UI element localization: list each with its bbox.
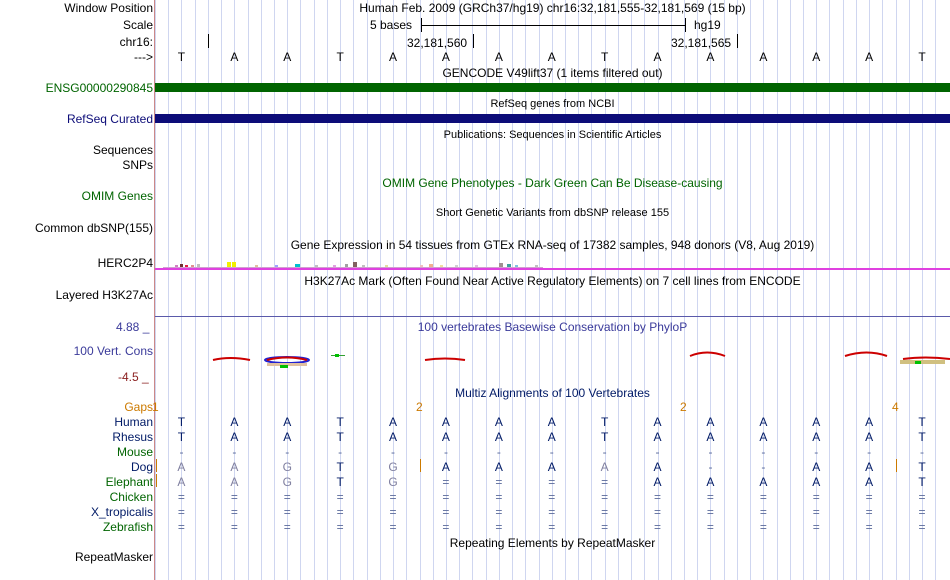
alignment-base: A <box>230 460 239 474</box>
gap-count: 2 <box>680 400 687 414</box>
species-label-chicken[interactable]: Chicken <box>109 490 153 504</box>
publications-snps-label[interactable]: SNPs <box>122 158 153 172</box>
alignment-base: = <box>283 520 291 534</box>
alignment-base: = <box>865 505 873 519</box>
alignment-base: - <box>391 445 396 459</box>
alignment-base: A <box>494 415 503 429</box>
dbsnp-track-title: Short Genetic Variants from dbSNP release 155 <box>435 207 670 219</box>
strand-arrow-label: ---> <box>134 50 153 64</box>
scale-right-tick <box>685 18 686 32</box>
alignment-base: = <box>336 505 344 519</box>
alignment-base: = <box>759 520 767 534</box>
ruler-tick <box>737 34 738 48</box>
chrom-label: chr16: <box>119 35 153 49</box>
multiz-track-title: Multiz Alignments of 100 Vertebrates <box>455 386 650 400</box>
assembly-label: hg19 <box>694 18 721 32</box>
alignment-base: = <box>812 505 820 519</box>
alignment-base: = <box>389 490 397 504</box>
alignment-base: A <box>812 430 821 444</box>
species-label-x_tropicalis[interactable]: X_tropicalis <box>90 505 153 519</box>
conservation-label[interactable]: 100 Vert. Cons <box>73 344 153 358</box>
alignment-base: = <box>442 520 450 534</box>
alignment-base: = <box>495 475 503 489</box>
reference-base: T <box>177 50 186 64</box>
alignment-base: = <box>548 505 556 519</box>
refseq-gene-bar[interactable] <box>155 114 950 123</box>
gencode-gene-bar[interactable] <box>155 83 950 92</box>
reference-base: A <box>759 50 768 64</box>
alignment-base: A <box>494 430 503 444</box>
alignment-base: A <box>865 475 874 489</box>
alignment-base: = <box>336 490 344 504</box>
reference-base: A <box>653 50 662 64</box>
alignment-base: A <box>177 460 186 474</box>
alignment-base: = <box>918 520 926 534</box>
alignment-base: A <box>812 460 821 474</box>
alignment-base: = <box>283 505 291 519</box>
alignment-base: G <box>388 475 398 489</box>
alignment-base: - <box>814 445 819 459</box>
alignment-base: - <box>338 445 343 459</box>
alignment-base: - <box>708 460 713 474</box>
omim-label[interactable]: OMIM Genes <box>81 189 153 203</box>
ruler-tick <box>208 34 209 48</box>
alignment-base: A <box>759 475 768 489</box>
alignment-base: = <box>548 520 556 534</box>
elephant-gap-marker <box>156 474 157 487</box>
conservation-max-label: 4.88 _ <box>116 320 150 334</box>
alignment-base: T <box>336 460 344 474</box>
alignment-base: A <box>230 430 239 444</box>
alignment-base: T <box>336 415 344 429</box>
h3k27ac-label[interactable]: Layered H3K27Ac <box>55 288 153 302</box>
alignment-base: A <box>759 415 768 429</box>
alignment-base: = <box>177 490 185 504</box>
dog-gap-marker <box>156 459 157 472</box>
alignment-base: = <box>654 490 662 504</box>
alignment-base: A <box>441 430 450 444</box>
alignment-base: = <box>177 520 185 534</box>
alignment-base: = <box>389 520 397 534</box>
conservation-track-title: 100 vertebrates Basewise Conservation by PhyloP <box>417 320 688 334</box>
alignment-base: = <box>918 490 926 504</box>
gtex-gene-label[interactable]: HERC2P4 <box>97 256 153 270</box>
alignment-base: = <box>230 520 238 534</box>
reference-base: A <box>865 50 874 64</box>
alignment-base: = <box>706 520 714 534</box>
alignment-base: T <box>918 475 926 489</box>
alignment-base: = <box>865 490 873 504</box>
alignment-base: = <box>442 475 450 489</box>
alignment-base: = <box>759 490 767 504</box>
alignment-base: A <box>653 475 662 489</box>
gencode-gene-label[interactable]: ENSG00000290845 <box>45 81 153 95</box>
alignment-base: - <box>655 445 660 459</box>
scale-line <box>421 25 685 26</box>
alignment-base: A <box>441 415 450 429</box>
scale-label: Scale <box>122 18 153 32</box>
alignment-base: - <box>443 445 448 459</box>
alignment-base: = <box>442 490 450 504</box>
scale-text: 5 bases <box>370 18 413 32</box>
alignment-base: A <box>547 460 556 474</box>
alignment-base: = <box>389 505 397 519</box>
alignment-base: = <box>654 505 662 519</box>
alignment-base: - <box>496 445 501 459</box>
species-label-dog[interactable]: Dog <box>130 460 153 474</box>
coord-label-2: 32,181,565 <box>671 36 732 50</box>
alignment-base: A <box>600 460 609 474</box>
alignment-base: = <box>495 505 503 519</box>
alignment-base: A <box>547 430 556 444</box>
alignment-base: = <box>495 520 503 534</box>
refseq-track-title: RefSeq genes from NCBI <box>490 98 615 110</box>
alignment-base: T <box>336 475 344 489</box>
alignment-base: = <box>865 520 873 534</box>
alignment-base: A <box>653 460 662 474</box>
reference-base: A <box>283 50 292 64</box>
alignment-base: T <box>918 430 926 444</box>
alignment-base: A <box>706 430 715 444</box>
reference-base: A <box>706 50 715 64</box>
reference-base: T <box>336 50 344 64</box>
alignment-base: = <box>177 505 185 519</box>
alignment-base: = <box>759 505 767 519</box>
ruler-tick <box>473 34 474 48</box>
alignment-base: - <box>179 445 184 459</box>
gtex-track-line <box>155 268 950 270</box>
alignment-base: A <box>494 460 503 474</box>
repeatmasker-label[interactable]: RepeatMasker <box>74 550 153 564</box>
reference-base: T <box>918 50 926 64</box>
alignment-base: A <box>706 475 715 489</box>
alignment-base: = <box>230 505 238 519</box>
reference-base: A <box>230 50 239 64</box>
reference-base: A <box>389 50 398 64</box>
alignment-base: A <box>706 415 715 429</box>
multiz-gaps-label: Gaps <box>124 400 153 414</box>
alignment-base: = <box>442 505 450 519</box>
alignment-base: G <box>282 475 292 489</box>
alignment-base: - <box>920 445 925 459</box>
dog-gap-marker <box>420 459 421 472</box>
window-position-label: Window Position <box>64 1 153 15</box>
alignment-base: A <box>441 460 450 474</box>
alignment-base: - <box>708 445 713 459</box>
repeatmasker-track-title: Repeating Elements by RepeatMasker <box>449 536 656 550</box>
alignment-base: A <box>865 415 874 429</box>
alignment-base: A <box>230 475 239 489</box>
alignment-base: A <box>865 460 874 474</box>
alignment-base: = <box>283 490 291 504</box>
alignment-base: A <box>812 415 821 429</box>
publications-track-title: Publications: Sequences in Scientific Articles <box>443 129 662 141</box>
alignment-base: - <box>549 445 554 459</box>
alignment-base: G <box>388 460 398 474</box>
reference-base: A <box>812 50 821 64</box>
alignment-base: A <box>653 430 662 444</box>
dbsnp-label[interactable]: Common dbSNP(155) <box>34 221 153 235</box>
coord-label-1: 32,181,560 <box>407 36 468 50</box>
alignment-base: = <box>706 490 714 504</box>
alignment-base: T <box>336 430 344 444</box>
alignment-base: = <box>812 490 820 504</box>
alignment-base: T <box>600 430 609 444</box>
alignment-base: A <box>547 415 556 429</box>
species-label-mouse[interactable]: Mouse <box>116 445 153 459</box>
species-label-zebrafish[interactable]: Zebrafish <box>102 520 153 534</box>
alignment-base: T <box>177 415 186 429</box>
alignment-base: = <box>812 520 820 534</box>
alignment-base: A <box>177 475 186 489</box>
alignment-base: A <box>389 415 398 429</box>
reference-base: A <box>494 50 503 64</box>
dog-gap-marker <box>896 459 897 472</box>
alignment-base: - <box>761 460 766 474</box>
alignment-base: T <box>600 415 609 429</box>
gap-count: 1 <box>152 400 159 414</box>
alignment-base: - <box>232 445 237 459</box>
alignment-base: = <box>336 520 344 534</box>
reference-base: A <box>547 50 556 64</box>
alignment-base: A <box>389 430 398 444</box>
alignment-base: = <box>654 520 662 534</box>
alignment-base: T <box>918 460 926 474</box>
alignment-base: = <box>601 505 609 519</box>
conservation-min-label: -4.5 _ <box>118 370 149 384</box>
alignment-base: A <box>653 415 662 429</box>
alignment-base: T <box>177 430 186 444</box>
alignment-base: A <box>812 475 821 489</box>
alignment-base: A <box>865 430 874 444</box>
omim-track-title: OMIM Gene Phenotypes - Dark Green Can Be Disease-causing <box>382 176 723 190</box>
reference-base: A <box>441 50 450 64</box>
alignment-base: A <box>283 415 292 429</box>
h3k27ac-baseline <box>155 316 950 317</box>
reference-base: T <box>600 50 609 64</box>
conservation-wiggle[interactable] <box>155 346 950 372</box>
alignment-base: - <box>285 445 290 459</box>
h3k27ac-track-title: H3K27Ac Mark (Often Found Near Active Regulatory Elements) on 7 cell lines from ENCODE <box>304 274 801 288</box>
alignment-base: = <box>548 490 556 504</box>
alignment-base: = <box>706 505 714 519</box>
species-label-human[interactable]: Human <box>114 415 153 429</box>
alignment-base: - <box>867 445 872 459</box>
refseq-label[interactable]: RefSeq Curated <box>66 112 153 126</box>
alignment-base: - <box>761 445 766 459</box>
alignment-base: T <box>918 415 926 429</box>
alignment-base: = <box>601 520 609 534</box>
species-label-rhesus[interactable]: Rhesus <box>112 430 153 444</box>
alignment-base: G <box>282 460 292 474</box>
window-position-title: Human Feb. 2009 (GRCh37/hg19) chr16:32,181,555-32,181,569 (15 bp) <box>359 1 746 15</box>
alignment-base: = <box>918 505 926 519</box>
gap-count: 4 <box>892 400 899 414</box>
scale-left-tick <box>421 18 422 32</box>
alignment-base: = <box>548 475 556 489</box>
alignment-base: A <box>283 430 292 444</box>
species-label-elephant[interactable]: Elephant <box>105 475 153 489</box>
alignment-base: = <box>601 490 609 504</box>
gencode-track-title: GENCODE V49lift37 (1 items filtered out) <box>442 66 663 80</box>
alignment-base: = <box>601 475 609 489</box>
alignment-base: A <box>759 430 768 444</box>
alignment-base: = <box>495 490 503 504</box>
alignment-base: = <box>230 490 238 504</box>
gap-count: 2 <box>416 400 423 414</box>
alignment-base: - <box>602 445 607 459</box>
alignment-base: A <box>230 415 239 429</box>
publications-sequences-label[interactable]: Sequences <box>92 143 153 157</box>
gtex-track-title: Gene Expression in 54 tissues from GTEx RNA-seq of 17382 samples, 948 donors (V8, Aug 2019) <box>290 238 815 252</box>
